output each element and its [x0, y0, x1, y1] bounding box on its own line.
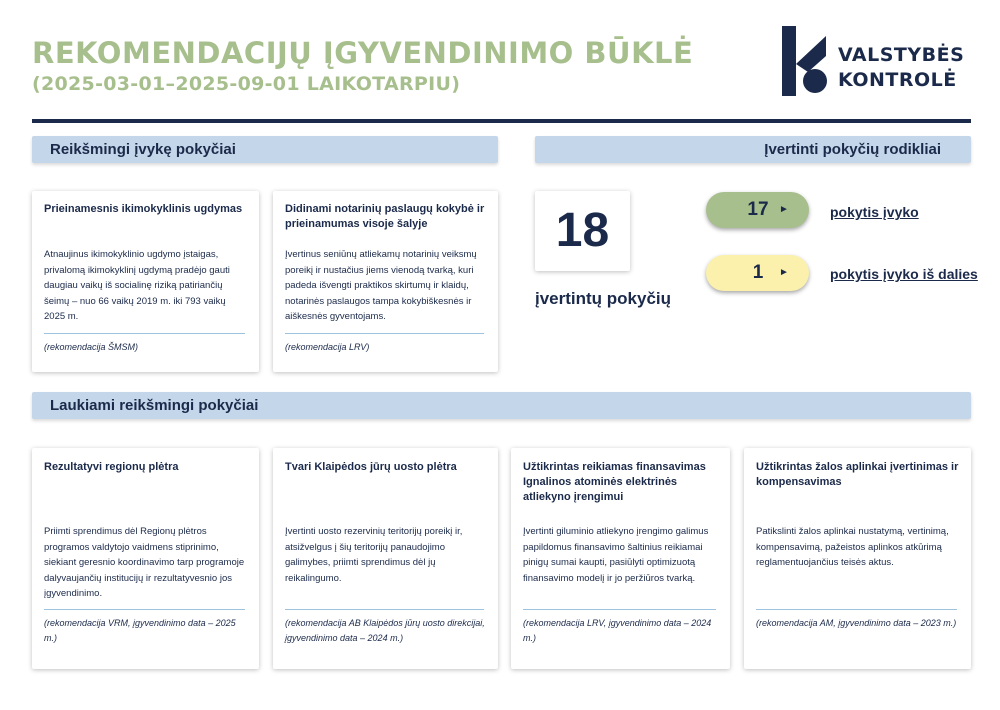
logo-text: VALSTYBĖS KONTROLĖ	[838, 44, 965, 91]
section-significant-header: Reikšmingi įvykę pokyčiai	[32, 136, 498, 163]
card-reference: (rekomendacija AB Klaipėdos jūrų uosto direkcijai, įgyvendinimo data – 2024 m.)	[285, 618, 485, 643]
logo-k-mark-icon	[778, 26, 834, 96]
partial-count: 1	[752, 262, 764, 283]
report-header	[32, 36, 732, 96]
section-expected-header: Laukiami reikšmingi pokyčiai	[32, 392, 971, 419]
card-text: Įvertinti uosto rezervinių teritorijų poreikį ir, atsižvelgus į šių teritorijų panaudojimo galimybes, priimti sprendimus dėl jų reikalingumo.	[285, 526, 463, 584]
section-indicators-header: Įvertinti pokyčių rodikliai	[535, 136, 971, 163]
expected-card-regional	[32, 448, 259, 669]
partial-link[interactable]: pokytis įvyko iš dalies	[830, 266, 978, 282]
card-title: Užtikrintas žalos aplinkai įvertinimas ir kompensavimas	[756, 461, 959, 488]
card-text: Įvertinti giluminio atliekyno įrengimo galimus papildomus finansavimo šaltinius reikiamai pinigų sumai kaupti, pasiūlyti optimizuotą finansavimo modelį ir jo peržiūros tvarką.	[523, 526, 709, 584]
card-divider	[285, 333, 484, 334]
expected-card-environment	[744, 448, 971, 669]
happened-count: 17	[747, 199, 769, 220]
card-reference: (rekomendacija LRV)	[285, 342, 370, 352]
card-divider	[44, 333, 245, 334]
page-title: REKOMENDACIJŲ ĮGYVENDINIMO BŪKLĖ	[32, 36, 694, 70]
card-text: Priimti sprendimus dėl Regionų plėtros programos valdytojo vaidmens stiprinimo, siekiant geresnio koordinavimo tarp programoje dalyvaujančių institucijų ir rezultatyvesnio jos įgyvendinimo.	[44, 526, 245, 599]
significant-card-notary	[273, 191, 498, 372]
page-subtitle: (2025-03-01–2025-09-01 LAIKOTARPIU)	[32, 73, 461, 95]
card-title: Didinami notarinių paslaugų kokybė ir prieinamumas visoje šalyje	[285, 203, 485, 230]
total-count-label: įvertintų pokyčių	[535, 289, 672, 308]
card-text: Patikslinti žalos aplinkai nustatymą, vertinimą, kompensavimą, pažeistos aplinkos atkūrimą reglamentuojančius teisės aktus.	[756, 526, 949, 568]
significant-card-preschool	[32, 191, 259, 372]
card-divider	[756, 609, 957, 610]
card-divider	[523, 609, 716, 610]
card-reference: (rekomendacija VRM, įgyvendinimo data – 2025 m.)	[44, 618, 236, 643]
card-text: Įvertinus seniūnų atliekamų notarinių veiksmų poreikį ir nustačius jiems vienodą tvarką, kuri padeda išvengti praktikos skirtumų ir klaidų, notarinės paslaugos tampa kokybiškesnės ir aiškesnės gyventojams.	[285, 249, 477, 322]
partial-count-pill[interactable]	[706, 255, 809, 291]
valstybes-kontrole-logo	[778, 26, 968, 96]
play-arrow-icon: ►	[779, 267, 789, 278]
card-divider	[285, 609, 484, 610]
happened-link[interactable]: pokytis įvyko	[830, 204, 919, 220]
card-reference: (rekomendacija AM, įgyvendinimo data – 2023 m.)	[756, 618, 957, 628]
expected-card-port	[273, 448, 498, 669]
card-text: Atnaujinus ikimokyklinio ugdymo įstaigas, privalomą ikimokyklinį ugdymą pradėjo gauti daugiau vaikų iš socialinę riziką patiriančių šeimų – nuo 66 vaikų 2019 m. iki 793 vaikų 2025 m.	[44, 249, 230, 322]
card-title: Užtikrintas reikiamas finansavimas Ignalinos atominės elektrinės atliekyno įrengimui	[523, 461, 706, 503]
card-title: Tvari Klaipėdos jūrų uosto plėtra	[285, 461, 457, 473]
card-reference: (rekomendacija ŠMSM)	[44, 342, 139, 352]
card-reference: (rekomendacija LRV, įgyvendinimo data – 2024 m.)	[523, 618, 712, 643]
card-title: Rezultatyvi regionų plėtra	[44, 461, 179, 473]
happened-count-pill[interactable]	[706, 192, 809, 228]
header-divider	[32, 119, 971, 123]
card-title: Prieinamesnis ikimokyklinis ugdymas	[44, 203, 243, 215]
total-count-box: 18	[535, 191, 630, 271]
card-divider	[44, 609, 245, 610]
expected-card-ignalina	[511, 448, 730, 669]
play-arrow-icon: ►	[779, 204, 789, 215]
